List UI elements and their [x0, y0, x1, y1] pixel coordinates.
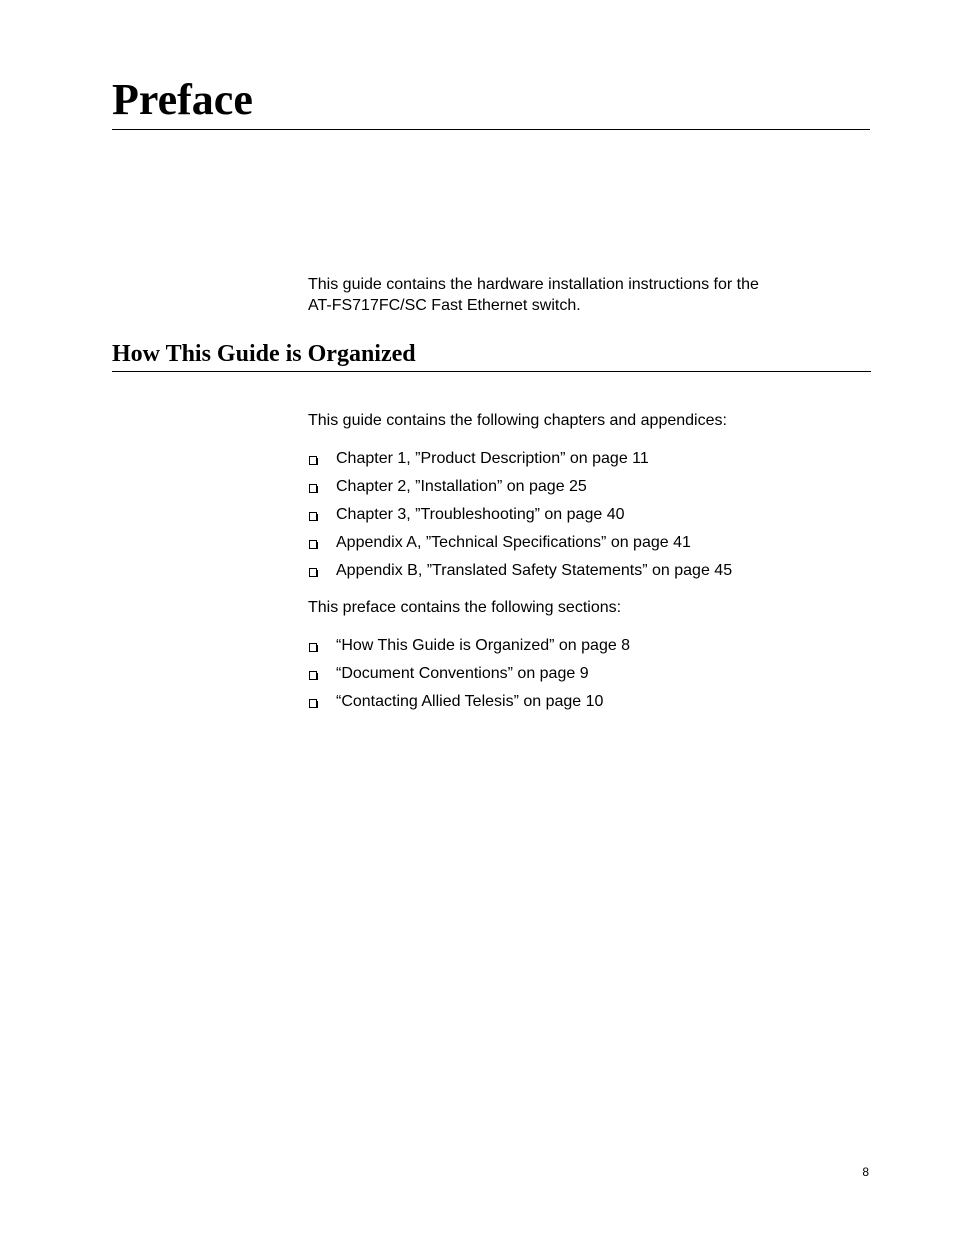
page-title: Preface	[112, 75, 253, 124]
list-item-text: Chapter 2, ”Installation” on page 25	[336, 478, 587, 495]
checkbox-bullet-icon	[309, 511, 318, 521]
intro-line-2: AT-FS717FC/SC Fast Ethernet switch.	[308, 297, 581, 314]
title-rule	[112, 129, 870, 130]
checkbox-bullet-icon	[309, 539, 318, 549]
checkbox-bullet-icon	[309, 670, 318, 680]
section-rule	[112, 371, 871, 372]
page-number: 8	[862, 1165, 869, 1179]
chapters-intro: This guide contains the following chapters and appendices:	[308, 412, 727, 429]
sections-intro: This preface contains the following sections:	[308, 599, 622, 616]
list-item-text: Appendix A, ”Technical Specifications” on page 41	[336, 534, 691, 551]
chapters-list	[308, 450, 732, 590]
list-item-text: “How This Guide is Organized” on page 8	[336, 637, 631, 654]
list-item	[308, 693, 630, 721]
checkbox-bullet-icon	[309, 483, 318, 493]
checkbox-bullet-icon	[309, 455, 318, 465]
list-item-text: Appendix B, ”Translated Safety Statements” on page 45	[336, 562, 733, 579]
list-item	[308, 665, 630, 693]
list-item-text: “Contacting Allied Telesis” on page 10	[336, 693, 604, 710]
checkbox-bullet-icon	[309, 642, 318, 652]
list-item-text: Chapter 1, ”Product Description” on page 11	[336, 450, 649, 467]
list-item	[308, 506, 732, 534]
list-item	[308, 562, 732, 590]
checkbox-bullet-icon	[309, 698, 318, 708]
intro-line-1: This guide contains the hardware installation instructions for the	[308, 276, 759, 293]
list-item-text: “Document Conventions” on page 9	[336, 665, 589, 682]
list-item	[308, 450, 732, 478]
sections-list	[308, 637, 630, 721]
intro-paragraph	[308, 274, 848, 316]
list-item-text: Chapter 3, ”Troubleshooting” on page 40	[336, 506, 625, 523]
checkbox-bullet-icon	[309, 567, 318, 577]
section-heading: How This Guide is Organized	[112, 341, 416, 367]
list-item	[308, 637, 630, 665]
list-item	[308, 534, 732, 562]
list-item	[308, 478, 732, 506]
